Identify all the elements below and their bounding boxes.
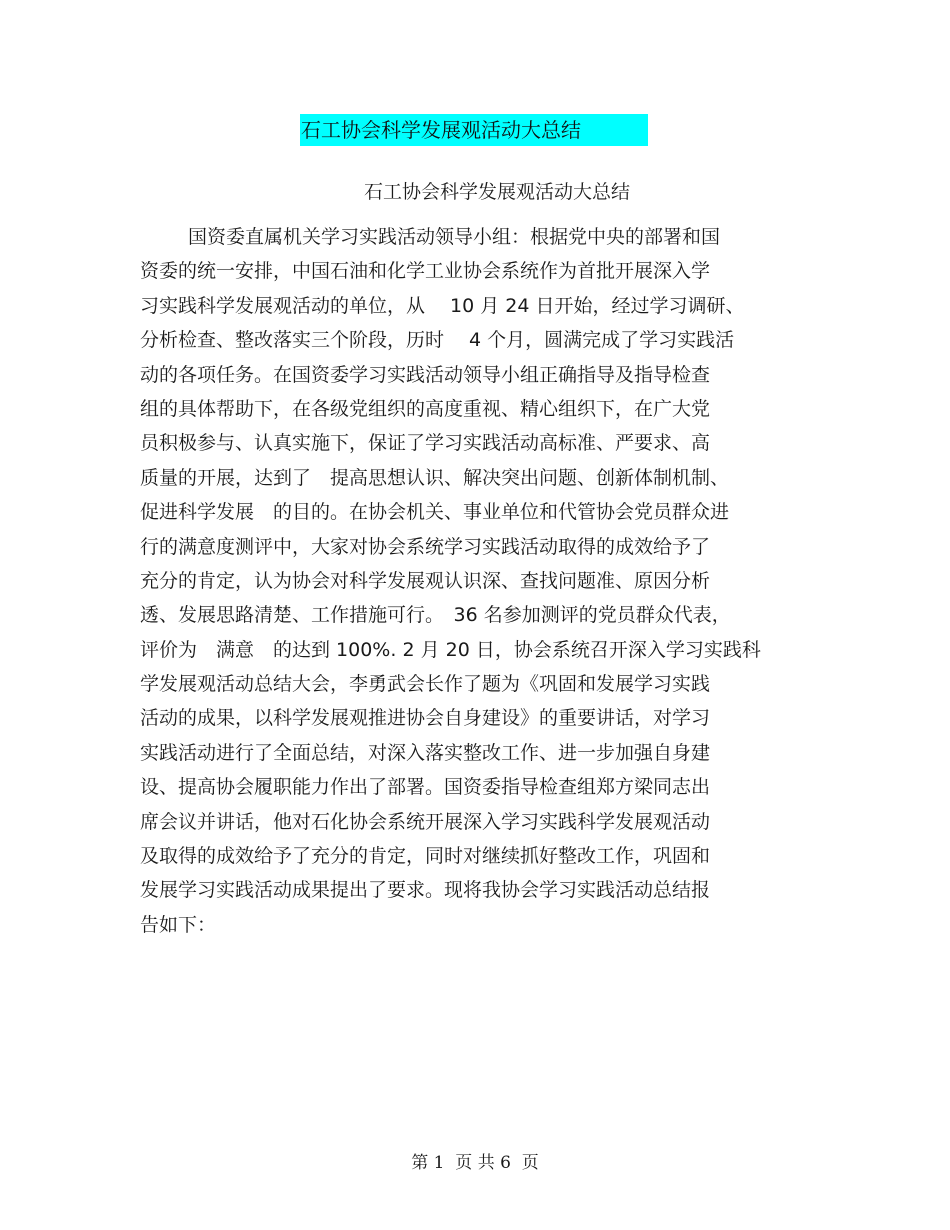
- body-line: 及取得的成效给予了充分的肯定，同时对继续抓好整改工作，巩固和: [140, 845, 711, 868]
- body-line: 质量的开展，达到了 提高思想认识、解决突出问题、创新体制机制、: [140, 466, 730, 489]
- highlighted-title: 石工协会科学发展观活动大总结: [300, 114, 648, 146]
- body-line: 透、发展思路清楚、工作措施可行。 36 名参加测评的党员群众代表，: [140, 604, 731, 627]
- document-title: 石工协会科学发展观活动大总结: [363, 181, 630, 203]
- body-line: 设、提高协会履职能力作出了部署。国资委指导检查组郑方梁同志出: [140, 776, 711, 799]
- body-line: 习实践科学发展观活动的单位，从 10 月 24 日开始，经过学习调研、: [140, 294, 745, 317]
- body-line: 活动的成果，以科学发展观推进协会自身建设》的重要讲话，对学习: [140, 707, 711, 730]
- body-line: 告如下：: [140, 913, 217, 936]
- body-line: 动的各项任务。在国资委学习实践活动领导小组正确指导及指导检查: [140, 363, 711, 386]
- page-number-footer: 第 1 页 共 6 页: [411, 1153, 539, 1173]
- document-body: [140, 220, 800, 942]
- body-line: 促进科学发展 的目的。在协会机关、事业单位和代管协会党员群众进: [140, 501, 730, 524]
- body-line: 学发展观活动总结大会，李勇武会长作了题为《巩固和发展学习实践: [140, 673, 711, 696]
- body-line: 行的满意度测评中，大家对协会系统学习实践活动取得的成效给予了: [140, 535, 711, 558]
- body-line: 组的具体帮助下，在各级党组织的高度重视、精心组织下，在广大党: [140, 397, 711, 420]
- body-line: 分析检查、整改落实三个阶段，历时 4 个月，圆满完成了学习实践活: [140, 329, 735, 352]
- body-line: 发展学习实践活动成果提出了要求。现将我协会学习实践活动总结报: [140, 879, 711, 902]
- body-line: 实践活动进行了全面总结，对深入落实整改工作、进一步加强自身建: [140, 741, 711, 764]
- body-line: 国资委直属机关学习实践活动领导小组：根据党中央的部署和国: [188, 226, 721, 248]
- body-line: 资委的统一安排，中国石油和化学工业协会系统作为首批开展深入学: [140, 260, 711, 283]
- body-line: 充分的肯定，认为协会对科学发展观认识深、查找问题准、原因分析: [140, 569, 711, 592]
- body-line: 席会议并讲话，他对石化协会系统开展深入学习实践科学发展观活动: [140, 810, 711, 833]
- body-line: 评价为 满意 的达到 100%. 2 月 20 日，协会系统召开深入学习实践科: [140, 638, 761, 661]
- body-line: 员积极参与、认真实施下，保证了学习实践活动高标准、严要求、高: [140, 432, 711, 455]
